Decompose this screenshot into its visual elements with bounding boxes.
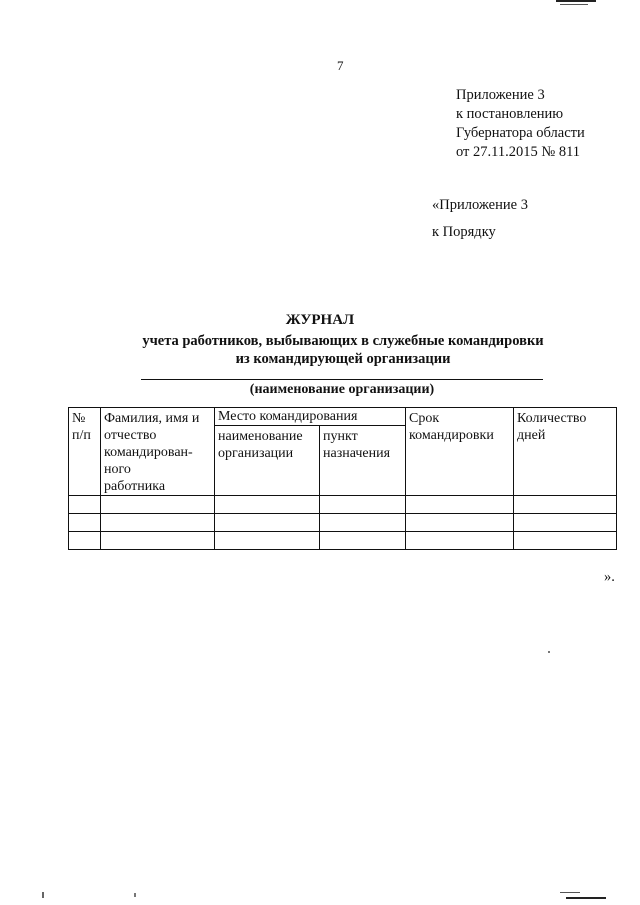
header-text: командировки — [409, 428, 494, 443]
appendix-line: к постановлению — [456, 106, 564, 122]
header-cell-place-organization — [215, 426, 320, 496]
order-appendix-header — [432, 192, 528, 246]
table-cell[interactable] — [69, 496, 101, 514]
header-text: отчество — [104, 428, 157, 443]
order-appendix-line: «Приложение 3 — [432, 197, 528, 213]
table-cell[interactable] — [320, 514, 406, 532]
appendix-line: от 27.11.2015 № 811 — [456, 144, 581, 160]
header-cell-place — [215, 408, 406, 426]
header-text: Срок — [409, 411, 440, 426]
table-cell[interactable] — [514, 514, 617, 532]
table-row — [69, 514, 617, 532]
scan-mark — [42, 892, 44, 898]
organization-name-caption: (наименование организации) — [249, 382, 435, 397]
journal-subtitle-line: из командирующей организации — [235, 351, 451, 367]
journal-title: ЖУРНАЛ — [285, 312, 355, 328]
header-text: Количество — [517, 411, 587, 426]
order-appendix-line: к Порядку — [432, 224, 496, 240]
table-cell[interactable] — [69, 532, 101, 550]
page-number: 7 — [337, 58, 344, 73]
header-text: ного — [104, 462, 131, 477]
header-text: назначения — [323, 446, 391, 462]
scan-mark — [548, 651, 550, 653]
header-text: п/п — [72, 428, 91, 443]
scan-mark — [556, 0, 596, 2]
header-text: дней — [517, 428, 546, 443]
table-row — [69, 532, 617, 550]
header-text: пункт — [323, 429, 358, 445]
table-cell[interactable] — [69, 514, 101, 532]
table-cell[interactable] — [101, 532, 215, 550]
scan-mark — [560, 4, 588, 5]
table-cell[interactable] — [406, 514, 514, 532]
table-cell[interactable] — [215, 496, 320, 514]
table-cell[interactable] — [215, 514, 320, 532]
journal-table — [68, 407, 617, 550]
table-cell[interactable] — [514, 496, 617, 514]
header-text: № — [72, 411, 86, 426]
scan-mark — [134, 893, 136, 897]
table-cell[interactable] — [406, 496, 514, 514]
header-text: Место командирования — [218, 409, 358, 424]
header-cell-place-destination — [320, 426, 406, 496]
appendix-line: Губернатора области — [456, 125, 585, 141]
header-text: работника — [104, 479, 166, 494]
scan-mark — [560, 892, 580, 893]
table-header-row — [69, 408, 617, 426]
header-text: организации — [218, 446, 294, 462]
table-cell[interactable] — [406, 532, 514, 550]
header-text: Фамилия, имя и — [104, 411, 200, 426]
table-row — [69, 496, 617, 514]
journal-subtitle — [0, 332, 640, 368]
header-cell-full-name — [101, 408, 215, 496]
table-cell[interactable] — [320, 532, 406, 550]
header-cell-days — [514, 408, 617, 496]
header-cell-number — [69, 408, 101, 496]
journal-subtitle-line: учета работников, выбывающих в служебные командировки — [142, 333, 544, 349]
organization-name-line — [141, 379, 543, 380]
appendix-line: Приложение 3 — [456, 87, 545, 103]
header-cell-term — [406, 408, 514, 496]
closing-quote: ». — [604, 569, 615, 585]
scan-mark — [566, 897, 606, 899]
table-cell[interactable] — [215, 532, 320, 550]
table-cell[interactable] — [320, 496, 406, 514]
table-cell[interactable] — [101, 496, 215, 514]
appendix-header — [456, 86, 585, 162]
table-cell[interactable] — [514, 532, 617, 550]
table-cell[interactable] — [101, 514, 215, 532]
header-text: наименование — [218, 429, 303, 445]
header-text: командирован- — [104, 445, 193, 460]
